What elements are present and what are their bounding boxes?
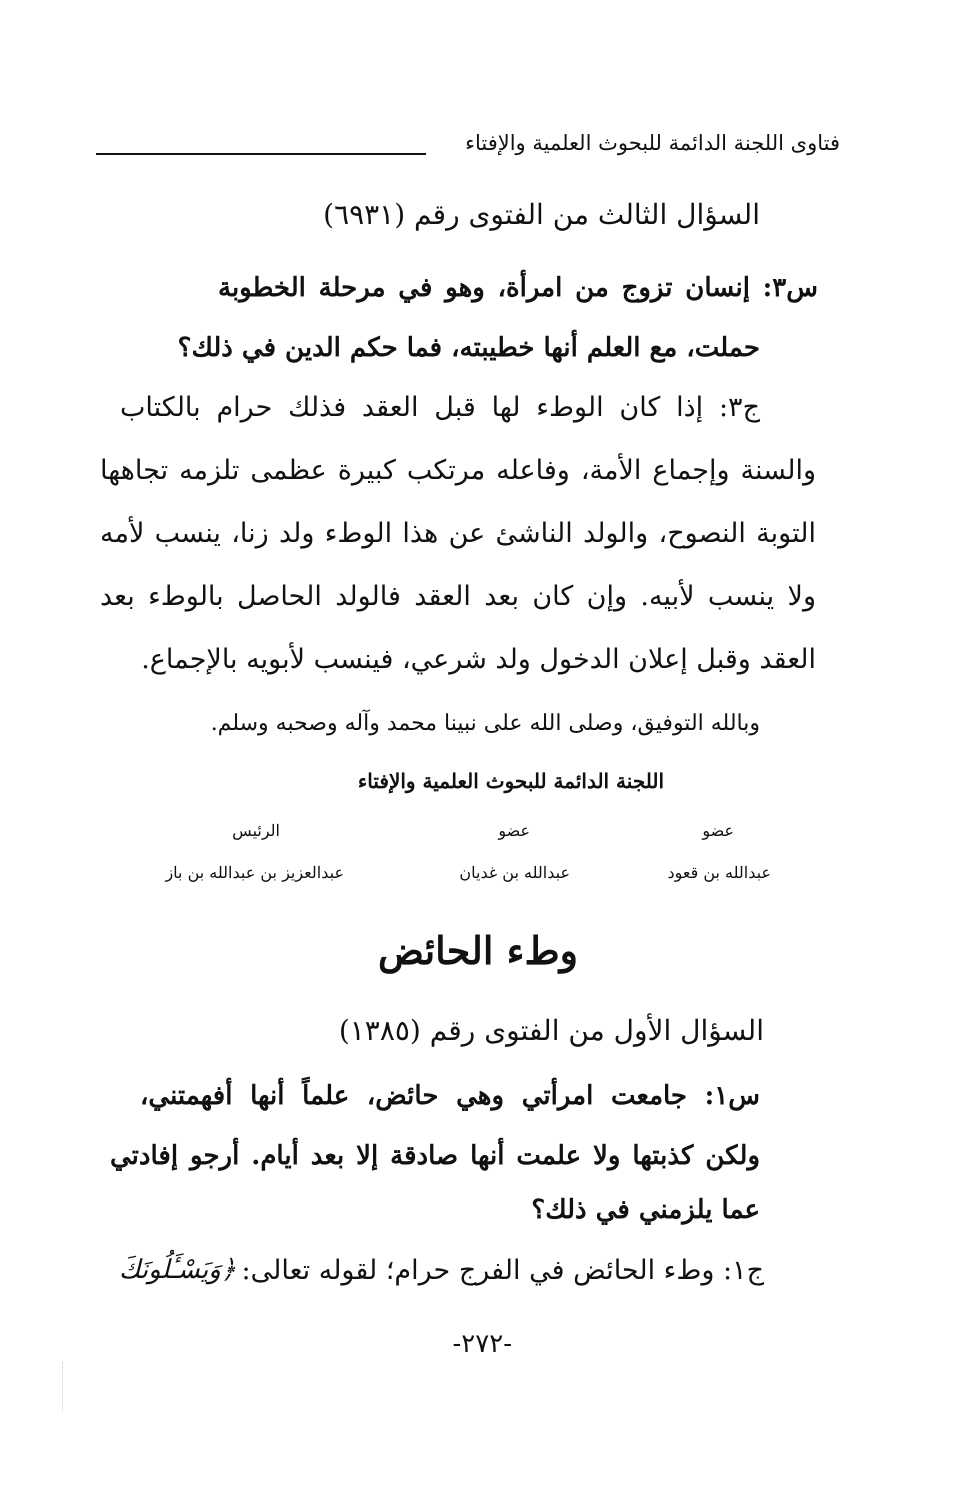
question-line: ولكن كذبتها ولا علمت أنها صادقة إلا بعد أيام. أرجو إفادتي	[110, 1141, 760, 1171]
fatwa-heading: السؤال الأول من الفتوى رقم (١٣٨٥)	[338, 1014, 764, 1047]
question-line: س٣: إنسان تزوج من امرأة، وهو في مرحلة الخطوبة	[218, 273, 818, 303]
signatory-role: الرئيس	[232, 821, 280, 840]
header-rule	[96, 153, 426, 155]
quran-verse-fragment: ﴿وَيَسْـَٔلُونَكَ	[118, 1255, 236, 1285]
fatwa-heading: السؤال الثالث من الفتوى رقم (٦٩٣١)	[323, 198, 760, 231]
answer-line: التوبة النصوح، والولد الناشئ عن هذا الوطء ولد زنا، ينسب لأمه	[100, 518, 816, 549]
question-line: حملت، مع العلم أنها خطيبته، فما حكم الدين في ذلك؟	[177, 333, 760, 363]
answer-line: والسنة وإجماع الأمة، وفاعله مرتكب كبيرة عظمى تلزمه تجاهها	[100, 455, 816, 486]
question-line: س١: جامعت امرأتي وهي حائض، علماً أنها أفهمتني،	[140, 1081, 760, 1111]
signatory-role: عضو	[498, 821, 530, 840]
answer-line: ولا ينسب لأبيه. وإن كان بعد العقد فالولد الحاصل بالوطء بعد	[100, 581, 816, 612]
signatory-name: عبدالله بن غديان	[459, 863, 570, 882]
running-header-title: فتاوى اللجنة الدائمة للبحوث العلمية والإفتاء	[465, 131, 840, 155]
committee-name: اللجنة الدائمة للبحوث العلمية والإفتاء	[357, 769, 664, 793]
signatory-role: عضو	[702, 821, 734, 840]
answer-line: ج١: وطء الحائض في الفرج حرام؛ لقوله تعالى:	[241, 1255, 764, 1286]
page-number: -٢٧٢-	[452, 1329, 512, 1359]
answer-line: ج٣: إذا كان الوطء لها قبل العقد فذلك حرام بالكتاب	[120, 392, 760, 423]
scan-artifact	[62, 1362, 69, 1412]
signatory-name: عبدالعزيز بن عبدالله بن باز	[165, 863, 344, 882]
closing-line: وبالله التوفيق، وصلى الله على نبينا محمد وآله وصحبه وسلم.	[210, 711, 760, 736]
section-title: وطء الحائض	[378, 928, 578, 973]
signatory-name: عبدالله بن قعود	[667, 863, 771, 882]
answer-line: العقد وقبل إعلان الدخول ولد شرعي، فينسب لأبويه بالإجماع.	[141, 644, 816, 675]
question-line: عما يلزمني في ذلك؟	[531, 1195, 760, 1225]
